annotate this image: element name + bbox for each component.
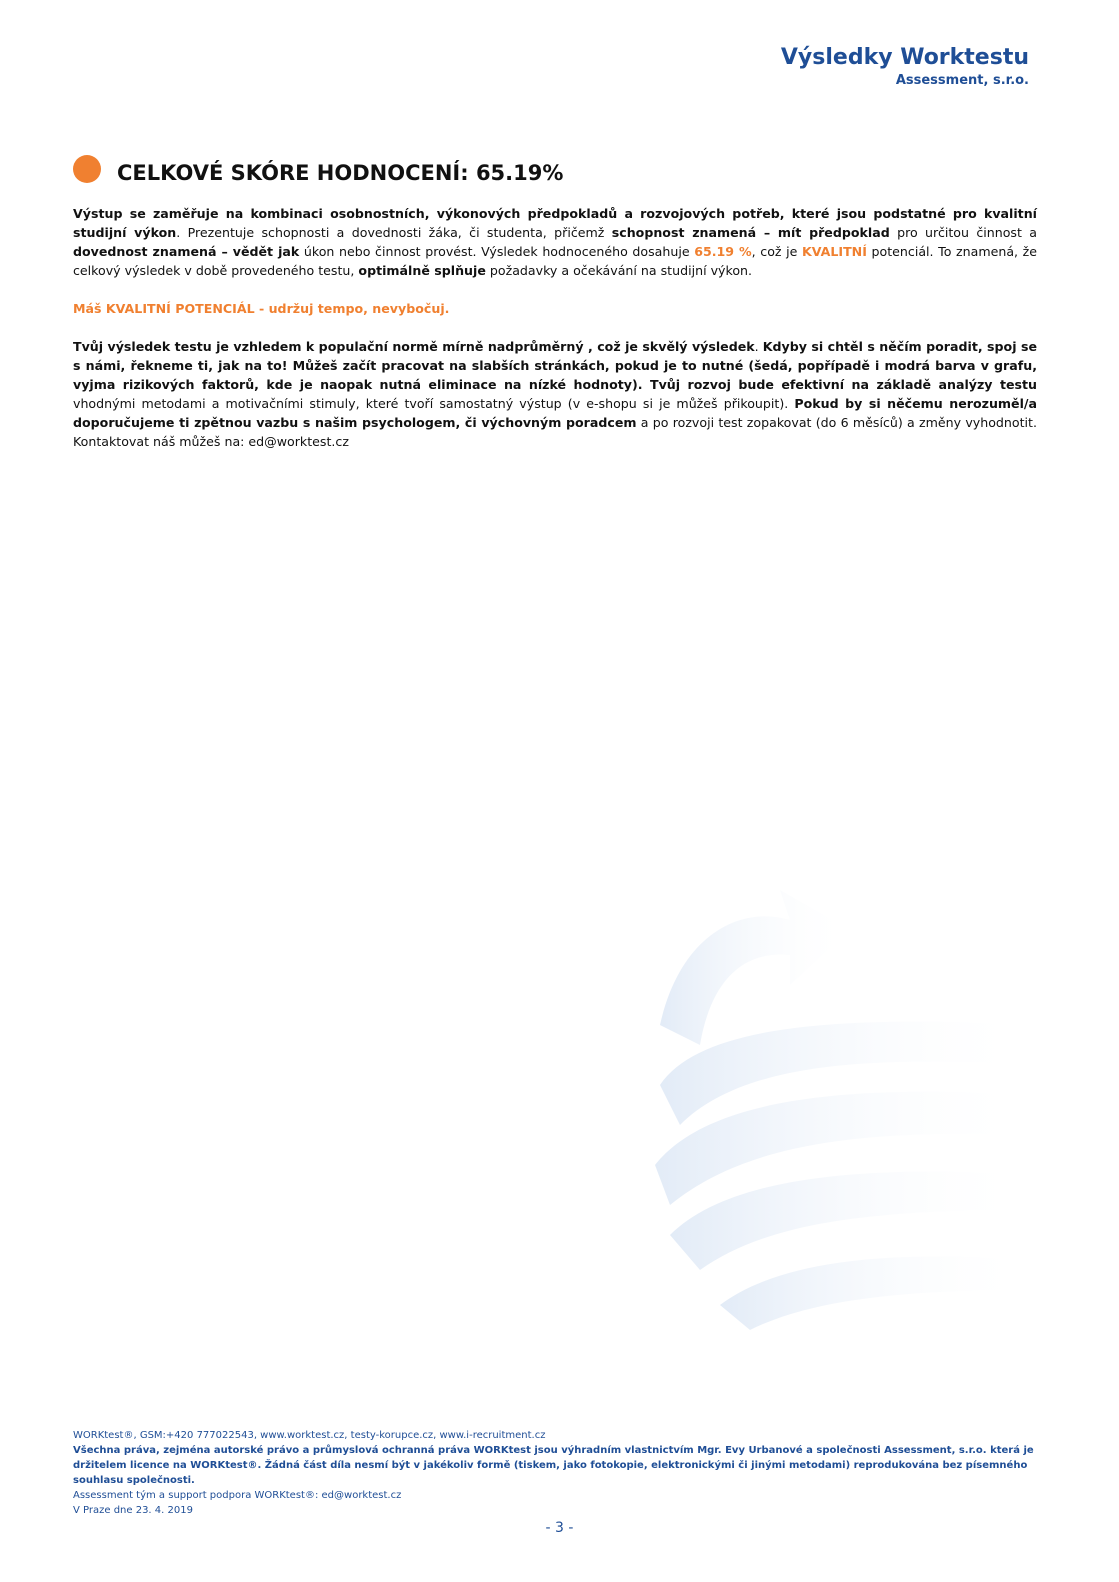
score-value: 65.19 %: [694, 244, 752, 259]
footer-support: Assessment tým a support podpora WORKtest®: ed@worktest.cz: [73, 1490, 402, 1501]
header-subtitle: Assessment, s.r.o.: [895, 73, 1029, 88]
worktest-logo-watermark-icon: [640, 875, 1040, 1345]
footer-copyright: Všechna práva, zejména autorské právo a průmyslová ochranná práva WORKtest jsou výhradním vlastnictvím Mgr. Evy Urbanové a společnosti Assessment, s.r.o. která je držitelem licence na WORKtest®. Žádná část díla nesmí být v jakékoliv formě (tiskem, jako fotokopie, elektronickými či jinými metodami) reprodukována bez písemného souhlasu společnosti.: [73, 1445, 1034, 1486]
footer-date: V Praze dne 23. 4. 2019: [73, 1505, 193, 1516]
result-bold-1: Tvůj výsledek testu je vzhledem k populační normě mírně nadprůměrný , což je skvělý výsledek: [73, 339, 755, 354]
footer-contact: WORKtest®, GSM:+420 777022543, www.worktest.cz, testy-korupce.cz, www.i-recruitment.cz: [73, 1430, 546, 1441]
potential-level: KVALITNÍ: [801, 244, 867, 259]
intro-bold-5: dovednost znamená – vědět jak: [73, 244, 300, 259]
intro-bold-1: Výstup se zaměřuje na kombinaci osobnostních, výkonových předpokladů a rozvojových potřeb, které jsou podstatné pro kvalitní studijní výkon: [73, 206, 1037, 240]
main-content: [73, 204, 1037, 470]
intro-text-2: . Prezentuje schopnosti a dovednosti žáka, či studenta, přičemž: [176, 225, 612, 240]
intro-text-4: pro určitou činnost a: [889, 225, 1038, 240]
page-footer: [73, 1428, 1043, 1518]
intro-text-8: , což je: [751, 244, 802, 259]
intro-text-10: potenciál. To znamená, že celkový výsledek v době provedeného testu,: [73, 244, 1038, 278]
result-bold-5: Pokud by si něčemu nerozuměl/a doporučujeme ti zpětnou vazbu s našim psychologem, či výchovným poradcem: [73, 396, 1037, 430]
intro-bold-3: schopnost znamená – mít předpoklad: [611, 225, 890, 240]
intro-text-6: úkon nebo činnost provést. Výsledek hodnoceného dosahuje: [299, 244, 695, 259]
result-text-4: vhodnými metodami a motivačními stimuly, které tvoří samostatný výstup (v e-shopu si je můžeš přikoupit).: [73, 396, 795, 411]
score-title: CELKOVÉ SKÓRE HODNOCENÍ: 65.19%: [117, 161, 564, 185]
intro-text-12: požadavky a očekávání na studijní výkon.: [485, 263, 753, 278]
header-title: Výsledky Worktestu: [780, 45, 1029, 70]
orange-dot-icon: [73, 155, 101, 183]
intro-paragraph: [73, 204, 1037, 280]
page-number: - 3 -: [545, 1520, 574, 1536]
page-header: [781, 44, 1029, 90]
result-text-6: a po rozvoji test zopakovat (do 6 měsíců) a změny vyhodnotit. Kontaktovat náš můžeš na: ed@worktest.cz: [73, 415, 1037, 449]
result-text-2: .: [754, 339, 763, 354]
result-paragraph: [73, 337, 1037, 451]
result-bold-3: Kdyby si chtěl s něčím poradit, spoj se s námi, řekneme ti, jak na to! Můžeš začít pracovat na slabších stránkách, pokud je to nutné (šedá, popřípadě i modrá barva v grafu, vyjma rizikových faktorů, kde je naopak nutná eliminace na nízké hodnoty). Tvůj rozvoj bude efektivní na základě analýzy testu: [73, 339, 1037, 392]
score-heading: [73, 156, 563, 190]
intro-bold-11: optimálně splňuje: [358, 263, 486, 278]
potential-tip: Máš KVALITNÍ POTENCIÁL - udržuj tempo, nevybočuj.: [73, 301, 450, 316]
